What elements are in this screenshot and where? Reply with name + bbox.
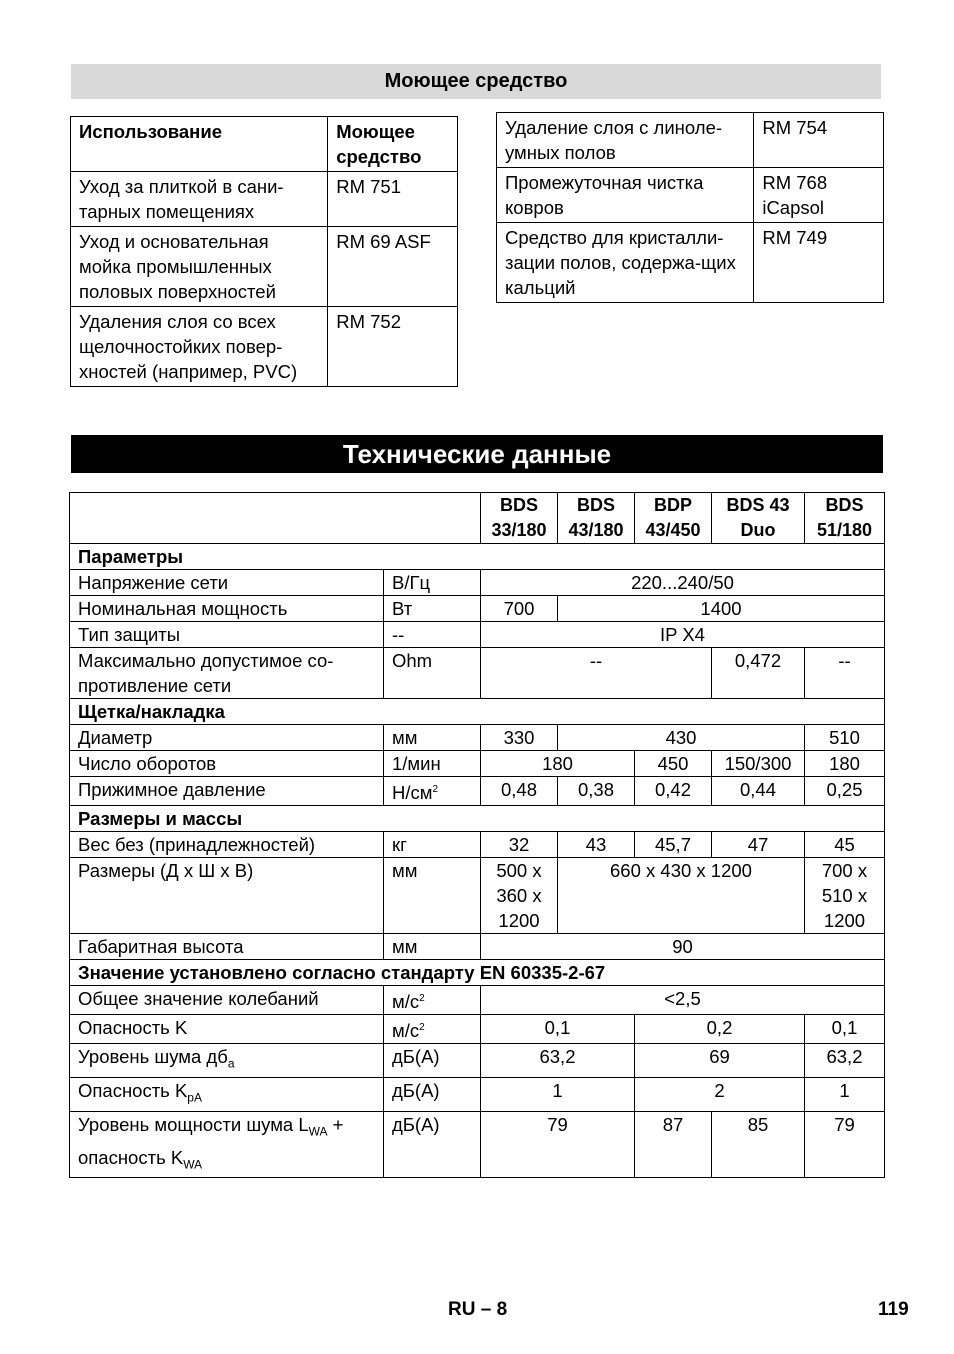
model-header: BDS 43 Duo <box>712 493 805 544</box>
label-main: Уровень шума дб <box>78 1046 228 1068</box>
usage-cell: Удаление слоя с линоле-умных полов <box>497 113 754 168</box>
table-row <box>70 832 885 858</box>
param-label: Габаритная высота <box>70 934 384 960</box>
param-unit: мм <box>384 858 481 934</box>
footer-label: RU – 8 <box>448 1299 508 1320</box>
value-cell: 180 <box>481 751 635 777</box>
param-unit: мм <box>384 725 481 751</box>
value-cell: 2 <box>635 1078 805 1112</box>
group-row <box>70 960 885 986</box>
table-row <box>497 223 884 303</box>
label-part: Уровень мощности шума L <box>78 1113 309 1135</box>
value-cell: <2,5 <box>481 986 885 1015</box>
group-title: Значение установлено согласно стандарту EN 60335-2-67 <box>70 960 885 986</box>
usage-cell: Уход и основательная мойка промышленных половых поверхностей <box>71 227 328 307</box>
table-row <box>71 172 458 227</box>
param-unit: Ohm <box>384 648 481 699</box>
page-number: 119 <box>878 1299 909 1320</box>
value-cell: 90 <box>481 934 885 960</box>
group-title: Размеры и массы <box>70 806 885 832</box>
value-cell: 63,2 <box>481 1044 635 1078</box>
model-header-row <box>70 493 885 544</box>
model-header: BDS 43/180 <box>558 493 635 544</box>
detergent-table-right <box>496 112 884 303</box>
value-cell: 150/300 <box>712 751 805 777</box>
value-cell: 700 <box>481 596 558 622</box>
detergent-cell: RM 751 <box>328 172 458 227</box>
unit-sup: 2 <box>419 993 425 1005</box>
group-row <box>70 806 885 832</box>
value-cell: 330 <box>481 725 558 751</box>
model-header: BDS 51/180 <box>805 493 885 544</box>
param-label: Вес без (принадлежностей) <box>70 832 384 858</box>
param-unit: Вт <box>384 596 481 622</box>
table-row <box>70 777 885 806</box>
param-unit <box>384 777 481 806</box>
detergent-cell: RM 752 <box>328 307 458 387</box>
value-cell: 69 <box>635 1044 805 1078</box>
value-cell: 1400 <box>558 596 885 622</box>
label-sub: WA <box>183 1157 203 1172</box>
group-row <box>70 699 885 725</box>
tech-data-table <box>69 492 885 1178</box>
value-cell: 1 <box>481 1078 635 1112</box>
param-unit: дБ(A) <box>384 1111 481 1177</box>
table-row <box>71 117 458 172</box>
usage-cell: Промежуточная чистка ковров <box>497 168 754 223</box>
detergent-cell: RM 754 <box>754 113 884 168</box>
label-sub: pA <box>187 1090 202 1105</box>
param-label: Напряжение сети <box>70 570 384 596</box>
value-cell: 450 <box>635 751 712 777</box>
value-cell: 43 <box>558 832 635 858</box>
table-row <box>70 648 885 699</box>
value-cell: 0,48 <box>481 777 558 806</box>
table-row <box>70 1015 885 1044</box>
value-cell: -- <box>481 648 712 699</box>
param-label: Максимально допустимое со-противление сети <box>70 648 384 699</box>
model-header: BDP 43/450 <box>635 493 712 544</box>
unit-sup: 2 <box>419 1022 425 1034</box>
param-label: Номинальная мощность <box>70 596 384 622</box>
value-cell: 79 <box>805 1111 885 1177</box>
label-main: Опасность K <box>78 1080 188 1102</box>
value-cell: 1 <box>805 1078 885 1112</box>
value-cell: IP X4 <box>481 622 885 648</box>
detergent-cell: RM 768 iCapsol <box>754 168 884 223</box>
table-row <box>70 751 885 777</box>
detergent-title: Моющее средство <box>71 64 881 99</box>
usage-cell: Средство для кристалли-зации полов, содержа-щих кальций <box>497 223 754 303</box>
table-row <box>70 622 885 648</box>
param-unit: кг <box>384 832 481 858</box>
param-label: Число оборотов <box>70 751 384 777</box>
value-cell: 0,25 <box>805 777 885 806</box>
value-cell: 79 <box>481 1111 635 1177</box>
value-cell: 0,42 <box>635 777 712 806</box>
param-label: Диаметр <box>70 725 384 751</box>
param-label: Размеры (Д х Ш х В) <box>70 858 384 934</box>
value-cell: 0,1 <box>805 1015 885 1044</box>
value-cell: 220...240/50 <box>481 570 885 596</box>
value-cell: 660 x 430 x 1200 <box>558 858 805 934</box>
table-row <box>70 1078 885 1112</box>
value-cell: 45 <box>805 832 885 858</box>
table-row <box>497 113 884 168</box>
group-title: Параметры <box>70 544 885 570</box>
value-cell: 0,38 <box>558 777 635 806</box>
detergent-cell: RM 69 ASF <box>328 227 458 307</box>
unit-sup: 2 <box>432 784 439 795</box>
value-cell: 0,44 <box>712 777 805 806</box>
group-title: Щетка/накладка <box>70 699 885 725</box>
param-unit: дБ(A) <box>384 1078 481 1112</box>
value-cell: 180 <box>805 751 885 777</box>
table-row <box>70 596 885 622</box>
value-cell: 430 <box>558 725 805 751</box>
group-row <box>70 544 885 570</box>
table-row <box>70 986 885 1015</box>
value-cell: 510 <box>805 725 885 751</box>
param-label: Прижимное давление <box>70 777 384 806</box>
param-label: Общее значение колебаний <box>70 986 384 1015</box>
table-row <box>70 858 885 934</box>
label-sub: WA <box>308 1124 328 1139</box>
usage-cell: Удаления слоя со всех щелочностойких повер-хностей (например, PVC) <box>71 307 328 387</box>
table-row <box>70 1044 885 1078</box>
value-cell: 47 <box>712 832 805 858</box>
param-unit: -- <box>384 622 481 648</box>
table-row <box>71 227 458 307</box>
value-cell: 500 x 360 x 1200 <box>481 858 558 934</box>
detergent-table-left <box>70 116 458 387</box>
detergent-cell: RM 749 <box>754 223 884 303</box>
label-sub: a <box>227 1057 235 1072</box>
table-row <box>70 934 885 960</box>
param-label <box>70 1044 384 1078</box>
unit-main: м/с <box>392 991 420 1013</box>
param-unit <box>384 1015 481 1044</box>
unit-main: Н/см <box>392 782 433 804</box>
table-row <box>70 1111 885 1177</box>
param-unit <box>384 986 481 1015</box>
value-cell: 0,472 <box>712 648 805 699</box>
param-unit: 1/мин <box>384 751 481 777</box>
table-row <box>70 725 885 751</box>
value-cell: 0,2 <box>635 1015 805 1044</box>
param-unit: В/Гц <box>384 570 481 596</box>
value-cell: 63,2 <box>805 1044 885 1078</box>
column-header: Использование <box>71 117 328 172</box>
unit-main: м/с <box>392 1020 420 1042</box>
model-header: BDS 33/180 <box>481 493 558 544</box>
value-cell: 45,7 <box>635 832 712 858</box>
param-label <box>70 1111 384 1177</box>
table-row <box>497 168 884 223</box>
value-cell: 700 x 510 x 1200 <box>805 858 885 934</box>
table-row <box>71 307 458 387</box>
label-part: + опасность K <box>78 1113 344 1168</box>
param-unit: дБ(A) <box>384 1044 481 1078</box>
param-label: Тип защиты <box>70 622 384 648</box>
value-cell: 87 <box>635 1111 712 1177</box>
empty-header-cell <box>70 493 481 544</box>
usage-cell: Уход за плиткой в сани-тарных помещениях <box>71 172 328 227</box>
column-header: Моющее средство <box>328 117 458 172</box>
param-label: Опасность K <box>70 1015 384 1044</box>
param-label <box>70 1078 384 1112</box>
table-row <box>70 570 885 596</box>
tech-data-title: Технические данные <box>71 435 883 473</box>
value-cell: 85 <box>712 1111 805 1177</box>
value-cell: 0,1 <box>481 1015 635 1044</box>
param-unit: мм <box>384 934 481 960</box>
value-cell: -- <box>805 648 885 699</box>
value-cell: 32 <box>481 832 558 858</box>
